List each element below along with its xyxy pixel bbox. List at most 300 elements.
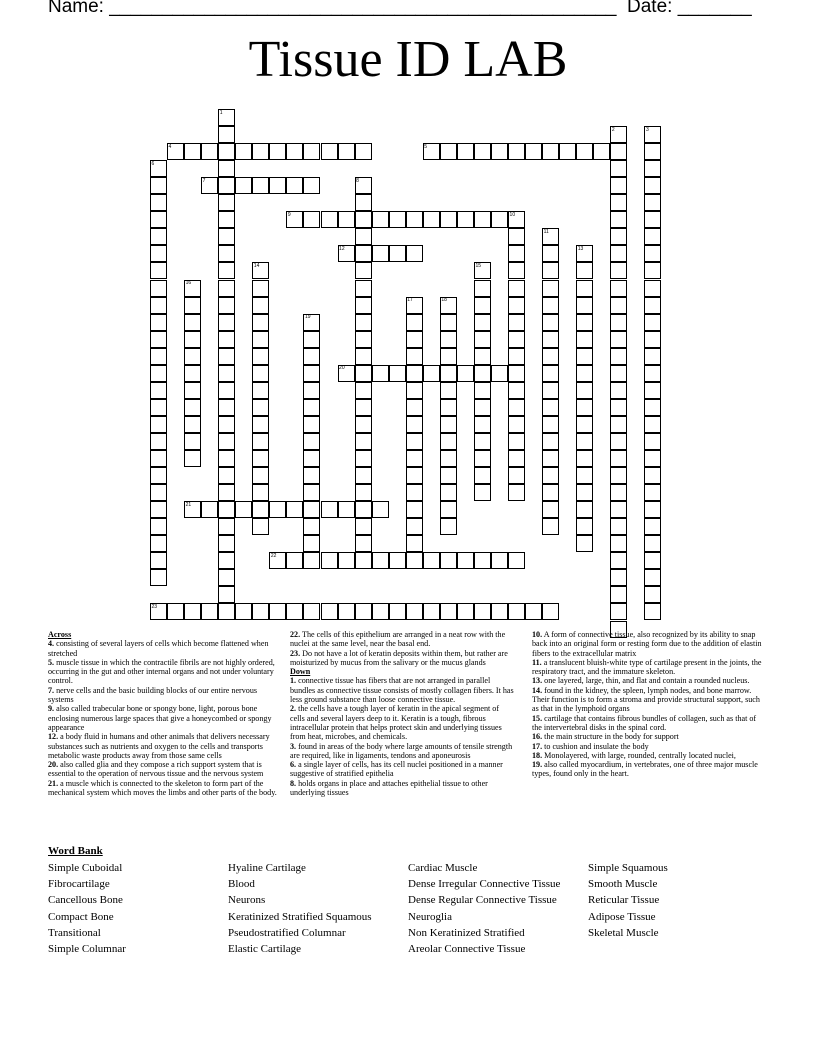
crossword-cell[interactable] <box>406 365 423 382</box>
crossword-cell[interactable] <box>218 586 235 603</box>
crossword-cell[interactable] <box>440 399 457 416</box>
crossword-cell[interactable] <box>150 382 167 399</box>
crossword-cell[interactable] <box>644 433 661 450</box>
crossword-cell[interactable] <box>474 348 491 365</box>
crossword-cell[interactable] <box>576 450 593 467</box>
crossword-cell[interactable] <box>406 331 423 348</box>
crossword-cell[interactable] <box>218 416 235 433</box>
crossword-cell[interactable] <box>644 194 661 211</box>
crossword-cell[interactable] <box>355 211 372 228</box>
crossword-cell[interactable] <box>184 297 201 314</box>
crossword-cell[interactable] <box>218 143 235 160</box>
crossword-cell[interactable] <box>610 433 627 450</box>
crossword-cell[interactable] <box>542 365 559 382</box>
crossword-cell[interactable] <box>218 194 235 211</box>
crossword-cell[interactable] <box>610 399 627 416</box>
crossword-cell[interactable] <box>610 280 627 297</box>
crossword-cell[interactable] <box>355 297 372 314</box>
crossword-cell[interactable] <box>218 262 235 279</box>
crossword-cell[interactable] <box>644 467 661 484</box>
crossword-cell[interactable] <box>235 177 252 194</box>
crossword-cell[interactable] <box>201 603 218 620</box>
crossword-cell[interactable] <box>508 297 525 314</box>
crossword-cell[interactable] <box>218 467 235 484</box>
crossword-cell[interactable] <box>303 143 320 160</box>
crossword-cell[interactable] <box>321 552 338 569</box>
crossword-cell[interactable] <box>201 501 218 518</box>
crossword-cell[interactable] <box>355 194 372 211</box>
crossword-cell[interactable] <box>610 262 627 279</box>
crossword-cell[interactable] <box>218 280 235 297</box>
crossword-cell[interactable] <box>644 484 661 501</box>
crossword-cell[interactable] <box>423 211 440 228</box>
crossword-cell[interactable] <box>508 348 525 365</box>
crossword-cell[interactable] <box>389 603 406 620</box>
crossword-cell[interactable] <box>303 501 320 518</box>
crossword-cell[interactable] <box>355 484 372 501</box>
crossword-cell[interactable] <box>389 552 406 569</box>
crossword-cell[interactable] <box>610 518 627 535</box>
crossword-cell[interactable] <box>218 160 235 177</box>
crossword-cell[interactable] <box>474 382 491 399</box>
crossword-cell[interactable] <box>184 382 201 399</box>
crossword-cell[interactable] <box>474 211 491 228</box>
crossword-cell[interactable] <box>610 211 627 228</box>
crossword-cell[interactable] <box>610 501 627 518</box>
crossword-cell[interactable] <box>355 245 372 262</box>
crossword-cell[interactable] <box>184 331 201 348</box>
crossword-cell[interactable] <box>406 314 423 331</box>
crossword-cell[interactable] <box>406 535 423 552</box>
crossword-cell[interactable] <box>355 501 372 518</box>
crossword-cell[interactable] <box>440 143 457 160</box>
crossword-cell[interactable] <box>184 314 201 331</box>
crossword-cell[interactable] <box>440 518 457 535</box>
crossword-cell[interactable] <box>321 501 338 518</box>
crossword-cell[interactable] <box>150 177 167 194</box>
crossword-cell[interactable] <box>150 348 167 365</box>
crossword-cell[interactable] <box>218 399 235 416</box>
crossword-cell[interactable] <box>252 297 269 314</box>
crossword-cell[interactable] <box>576 262 593 279</box>
crossword-cell[interactable] <box>440 382 457 399</box>
crossword-cell[interactable] <box>355 535 372 552</box>
crossword-cell[interactable] <box>303 484 320 501</box>
crossword-cell[interactable] <box>644 450 661 467</box>
crossword-cell[interactable] <box>218 603 235 620</box>
crossword-cell[interactable] <box>576 501 593 518</box>
crossword-cell[interactable] <box>610 586 627 603</box>
crossword-cell[interactable] <box>184 399 201 416</box>
crossword-cell[interactable] <box>508 450 525 467</box>
crossword-cell[interactable] <box>372 501 389 518</box>
crossword-cell[interactable] <box>508 416 525 433</box>
crossword-cell[interactable] <box>269 177 286 194</box>
crossword-cell[interactable] <box>303 433 320 450</box>
crossword-cell[interactable] <box>474 450 491 467</box>
crossword-cell[interactable] <box>218 501 235 518</box>
crossword-cell[interactable] <box>355 314 372 331</box>
crossword-cell[interactable] <box>338 501 355 518</box>
crossword-cell[interactable] <box>355 143 372 160</box>
crossword-cell[interactable] <box>610 348 627 365</box>
crossword-cell[interactable] <box>389 245 406 262</box>
crossword-cell[interactable] <box>252 484 269 501</box>
crossword-cell[interactable] <box>610 160 627 177</box>
crossword-cell[interactable] <box>303 382 320 399</box>
crossword-cell[interactable] <box>474 143 491 160</box>
crossword-cell[interactable] <box>150 331 167 348</box>
crossword-cell[interactable] <box>457 552 474 569</box>
crossword-cell[interactable] <box>150 501 167 518</box>
crossword-cell[interactable] <box>440 211 457 228</box>
crossword-cell[interactable] <box>644 211 661 228</box>
crossword-cell[interactable] <box>150 365 167 382</box>
crossword-cell[interactable] <box>576 433 593 450</box>
crossword-cell[interactable] <box>355 331 372 348</box>
crossword-cell[interactable] <box>303 467 320 484</box>
crossword-cell[interactable] <box>372 365 389 382</box>
crossword-cell[interactable] <box>610 603 627 620</box>
crossword-cell[interactable] <box>644 518 661 535</box>
crossword-cell[interactable] <box>542 518 559 535</box>
crossword-cell[interactable] <box>321 603 338 620</box>
crossword-cell[interactable] <box>542 501 559 518</box>
crossword-cell[interactable] <box>355 348 372 365</box>
crossword-cell[interactable] <box>338 143 355 160</box>
crossword-cell[interactable] <box>218 365 235 382</box>
crossword-cell[interactable] <box>355 416 372 433</box>
crossword-cell[interactable] <box>644 228 661 245</box>
crossword-cell[interactable] <box>252 314 269 331</box>
crossword-cell[interactable] <box>508 314 525 331</box>
crossword-cell[interactable] <box>491 211 508 228</box>
crossword-cell[interactable] <box>355 399 372 416</box>
crossword-cell[interactable] <box>150 194 167 211</box>
crossword-cell[interactable] <box>252 501 269 518</box>
crossword-cell[interactable] <box>150 518 167 535</box>
crossword-cell[interactable] <box>576 484 593 501</box>
crossword-cell[interactable] <box>252 331 269 348</box>
crossword-cell[interactable] <box>235 501 252 518</box>
crossword-cell[interactable] <box>218 569 235 586</box>
crossword-cell[interactable] <box>508 228 525 245</box>
crossword-cell[interactable] <box>440 416 457 433</box>
crossword-cell[interactable] <box>559 143 576 160</box>
crossword-cell[interactable] <box>576 535 593 552</box>
crossword-cell[interactable] <box>303 365 320 382</box>
crossword-cell[interactable] <box>474 484 491 501</box>
crossword-cell[interactable] <box>644 160 661 177</box>
crossword-cell[interactable] <box>440 331 457 348</box>
crossword-cell[interactable] <box>406 245 423 262</box>
crossword-cell[interactable] <box>235 143 252 160</box>
crossword-cell[interactable] <box>372 211 389 228</box>
crossword-cell[interactable] <box>508 484 525 501</box>
crossword-cell[interactable] <box>508 245 525 262</box>
crossword-cell[interactable] <box>355 518 372 535</box>
crossword-cell[interactable] <box>252 433 269 450</box>
crossword-cell[interactable] <box>542 262 559 279</box>
crossword-cell[interactable] <box>321 211 338 228</box>
crossword-cell[interactable] <box>423 552 440 569</box>
crossword-cell[interactable] <box>303 348 320 365</box>
crossword-cell[interactable] <box>184 450 201 467</box>
crossword-cell[interactable] <box>576 331 593 348</box>
crossword-cell[interactable] <box>576 314 593 331</box>
crossword-cell[interactable] <box>355 280 372 297</box>
crossword-cell[interactable] <box>610 331 627 348</box>
crossword-cell[interactable] <box>218 535 235 552</box>
crossword-cell[interactable] <box>610 297 627 314</box>
crossword-cell[interactable] <box>201 143 218 160</box>
crossword-cell[interactable] <box>184 143 201 160</box>
crossword-cell[interactable] <box>321 143 338 160</box>
crossword-cell[interactable] <box>150 433 167 450</box>
crossword-cell[interactable] <box>457 603 474 620</box>
crossword-cell[interactable] <box>576 518 593 535</box>
crossword-cell[interactable] <box>440 450 457 467</box>
crossword-cell[interactable] <box>218 348 235 365</box>
crossword-cell[interactable] <box>457 143 474 160</box>
crossword-cell[interactable] <box>218 518 235 535</box>
crossword-cell[interactable] <box>218 382 235 399</box>
crossword-cell[interactable] <box>542 416 559 433</box>
crossword-cell[interactable] <box>372 603 389 620</box>
crossword-cell[interactable] <box>184 433 201 450</box>
crossword-cell[interactable] <box>338 211 355 228</box>
crossword-cell[interactable] <box>218 228 235 245</box>
crossword-cell[interactable] <box>252 348 269 365</box>
crossword-cell[interactable] <box>542 280 559 297</box>
crossword-cell[interactable] <box>644 569 661 586</box>
crossword-cell[interactable] <box>508 262 525 279</box>
crossword-cell[interactable] <box>389 211 406 228</box>
crossword-cell[interactable] <box>389 365 406 382</box>
crossword-cell[interactable] <box>218 177 235 194</box>
crossword-cell[interactable] <box>644 365 661 382</box>
crossword-cell[interactable] <box>218 552 235 569</box>
crossword-cell[interactable] <box>644 245 661 262</box>
crossword-cell[interactable] <box>150 280 167 297</box>
crossword-cell[interactable] <box>303 552 320 569</box>
crossword-cell[interactable] <box>525 143 542 160</box>
crossword-cell[interactable] <box>644 501 661 518</box>
crossword-cell[interactable] <box>406 467 423 484</box>
crossword-cell[interactable] <box>423 603 440 620</box>
crossword-cell[interactable] <box>644 552 661 569</box>
crossword-cell[interactable] <box>303 416 320 433</box>
crossword-cell[interactable] <box>491 365 508 382</box>
crossword-cell[interactable] <box>491 552 508 569</box>
crossword-cell[interactable] <box>218 314 235 331</box>
crossword-cell[interactable] <box>252 450 269 467</box>
crossword-cell[interactable] <box>218 297 235 314</box>
crossword-cell[interactable] <box>508 365 525 382</box>
crossword-cell[interactable] <box>372 245 389 262</box>
crossword-cell[interactable] <box>150 535 167 552</box>
crossword-cell[interactable] <box>406 211 423 228</box>
crossword-cell[interactable] <box>542 399 559 416</box>
crossword-cell[interactable] <box>150 450 167 467</box>
crossword-cell[interactable] <box>508 433 525 450</box>
crossword-cell[interactable] <box>576 416 593 433</box>
crossword-cell[interactable] <box>218 450 235 467</box>
crossword-cell[interactable] <box>508 603 525 620</box>
crossword-cell[interactable] <box>644 416 661 433</box>
crossword-cell[interactable] <box>644 399 661 416</box>
crossword-cell[interactable] <box>440 348 457 365</box>
crossword-cell[interactable] <box>252 399 269 416</box>
crossword-cell[interactable] <box>542 348 559 365</box>
crossword-cell[interactable] <box>372 552 389 569</box>
crossword-cell[interactable] <box>440 484 457 501</box>
crossword-cell[interactable] <box>150 245 167 262</box>
crossword-cell[interactable] <box>610 484 627 501</box>
crossword-cell[interactable] <box>252 280 269 297</box>
crossword-cell[interactable] <box>610 535 627 552</box>
crossword-cell[interactable] <box>355 552 372 569</box>
crossword-cell[interactable] <box>184 348 201 365</box>
crossword-cell[interactable] <box>576 280 593 297</box>
crossword-cell[interactable] <box>286 603 303 620</box>
crossword-cell[interactable] <box>474 399 491 416</box>
crossword-cell[interactable] <box>491 143 508 160</box>
crossword-cell[interactable] <box>406 416 423 433</box>
crossword-cell[interactable] <box>576 382 593 399</box>
crossword-cell[interactable] <box>286 143 303 160</box>
crossword-cell[interactable] <box>508 331 525 348</box>
crossword-cell[interactable] <box>406 399 423 416</box>
crossword-cell[interactable] <box>303 535 320 552</box>
crossword-cell[interactable] <box>252 416 269 433</box>
crossword-cell[interactable] <box>252 603 269 620</box>
crossword-cell[interactable] <box>576 143 593 160</box>
crossword-cell[interactable] <box>355 262 372 279</box>
crossword-cell[interactable] <box>474 331 491 348</box>
crossword-cell[interactable] <box>440 501 457 518</box>
crossword-cell[interactable] <box>218 433 235 450</box>
crossword-cell[interactable] <box>644 262 661 279</box>
crossword-cell[interactable] <box>440 365 457 382</box>
crossword-cell[interactable] <box>269 143 286 160</box>
crossword-cell[interactable] <box>542 331 559 348</box>
crossword-cell[interactable] <box>474 552 491 569</box>
crossword-cell[interactable] <box>644 535 661 552</box>
crossword-cell[interactable] <box>474 280 491 297</box>
crossword-cell[interactable] <box>610 552 627 569</box>
crossword-cell[interactable] <box>474 365 491 382</box>
crossword-cell[interactable] <box>644 314 661 331</box>
crossword-cell[interactable] <box>423 365 440 382</box>
crossword-cell[interactable] <box>576 365 593 382</box>
crossword-cell[interactable] <box>150 399 167 416</box>
crossword-cell[interactable] <box>150 484 167 501</box>
crossword-cell[interactable] <box>457 365 474 382</box>
crossword-cell[interactable] <box>644 348 661 365</box>
crossword-cell[interactable] <box>644 331 661 348</box>
crossword-cell[interactable] <box>508 382 525 399</box>
crossword-cell[interactable] <box>406 484 423 501</box>
crossword-cell[interactable] <box>150 416 167 433</box>
crossword-cell[interactable] <box>338 603 355 620</box>
crossword-cell[interactable] <box>303 518 320 535</box>
crossword-cell[interactable] <box>286 177 303 194</box>
crossword-cell[interactable] <box>610 228 627 245</box>
crossword-cell[interactable] <box>235 603 252 620</box>
crossword-cell[interactable] <box>167 603 184 620</box>
crossword-cell[interactable] <box>542 603 559 620</box>
crossword-cell[interactable] <box>355 433 372 450</box>
crossword-cell[interactable] <box>150 228 167 245</box>
crossword-cell[interactable] <box>355 382 372 399</box>
crossword-cell[interactable] <box>303 177 320 194</box>
crossword-cell[interactable] <box>406 450 423 467</box>
crossword-cell[interactable] <box>252 177 269 194</box>
crossword-cell[interactable] <box>355 603 372 620</box>
crossword-cell[interactable] <box>286 552 303 569</box>
crossword-cell[interactable] <box>303 211 320 228</box>
crossword-cell[interactable] <box>474 314 491 331</box>
crossword-cell[interactable] <box>542 143 559 160</box>
crossword-cell[interactable] <box>610 569 627 586</box>
crossword-cell[interactable] <box>644 143 661 160</box>
crossword-cell[interactable] <box>252 382 269 399</box>
crossword-cell[interactable] <box>644 280 661 297</box>
crossword-cell[interactable] <box>150 262 167 279</box>
crossword-cell[interactable] <box>440 552 457 569</box>
crossword-cell[interactable] <box>610 314 627 331</box>
crossword-cell[interactable] <box>576 467 593 484</box>
crossword-cell[interactable] <box>508 280 525 297</box>
crossword-cell[interactable] <box>542 382 559 399</box>
crossword-cell[interactable] <box>269 603 286 620</box>
crossword-cell[interactable] <box>355 228 372 245</box>
crossword-cell[interactable] <box>406 518 423 535</box>
crossword-cell[interactable] <box>184 603 201 620</box>
crossword-cell[interactable] <box>542 245 559 262</box>
crossword-cell[interactable] <box>491 603 508 620</box>
crossword-cell[interactable] <box>508 399 525 416</box>
crossword-cell[interactable] <box>593 143 610 160</box>
crossword-cell[interactable] <box>218 245 235 262</box>
crossword-cell[interactable] <box>150 552 167 569</box>
crossword-cell[interactable] <box>525 603 542 620</box>
crossword-cell[interactable] <box>286 501 303 518</box>
crossword-cell[interactable] <box>644 586 661 603</box>
crossword-cell[interactable] <box>576 348 593 365</box>
crossword-cell[interactable] <box>184 416 201 433</box>
crossword-cell[interactable] <box>269 501 286 518</box>
crossword-cell[interactable] <box>610 365 627 382</box>
crossword-cell[interactable] <box>644 382 661 399</box>
crossword-cell[interactable] <box>355 467 372 484</box>
crossword-cell[interactable] <box>252 365 269 382</box>
crossword-cell[interactable] <box>610 143 627 160</box>
crossword-cell[interactable] <box>355 450 372 467</box>
crossword-cell[interactable] <box>252 467 269 484</box>
crossword-cell[interactable] <box>218 484 235 501</box>
crossword-cell[interactable] <box>303 603 320 620</box>
crossword-cell[interactable] <box>303 331 320 348</box>
crossword-cell[interactable] <box>474 297 491 314</box>
crossword-cell[interactable] <box>406 501 423 518</box>
crossword-cell[interactable] <box>440 433 457 450</box>
crossword-cell[interactable] <box>508 552 525 569</box>
crossword-cell[interactable] <box>303 450 320 467</box>
crossword-cell[interactable] <box>150 569 167 586</box>
crossword-cell[interactable] <box>338 552 355 569</box>
